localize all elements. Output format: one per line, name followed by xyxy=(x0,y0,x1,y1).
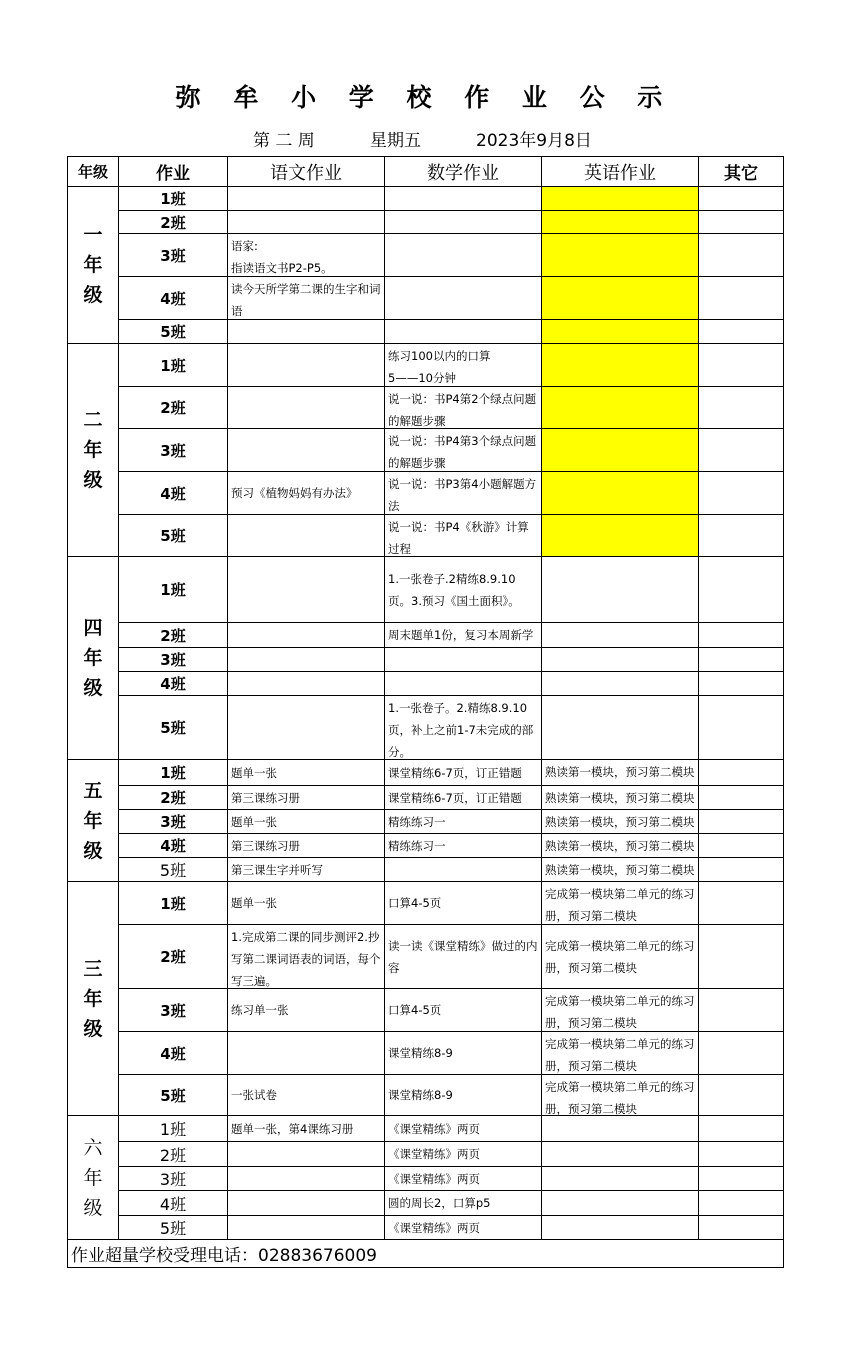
math-homework-cell xyxy=(385,696,542,760)
english-homework-cell xyxy=(542,834,699,858)
class-cell: 3班 xyxy=(119,234,228,277)
math-homework-cell xyxy=(385,1142,542,1167)
math-homework-cell xyxy=(385,989,542,1032)
other-homework-cell xyxy=(699,648,784,672)
english-homework-cell xyxy=(542,623,699,648)
chinese-homework-cell xyxy=(228,786,385,810)
class-cell: 5班 xyxy=(119,320,228,344)
table-row xyxy=(68,1075,784,1116)
chinese-homework-text: 练习单一张 xyxy=(231,1003,289,1017)
table-row xyxy=(68,211,784,234)
class-cell: 1班 xyxy=(119,760,228,786)
chinese-homework-text: 题单一张 xyxy=(231,814,277,829)
math-homework-cell xyxy=(385,834,542,858)
english-homework-text: 完成第一模块第二单元的练习册，预习第二模块 xyxy=(545,1079,695,1115)
table-row xyxy=(68,925,784,989)
other-homework-cell xyxy=(699,1167,784,1191)
chinese-homework-cell xyxy=(228,515,385,557)
math-homework-text: 《课堂精练》两页 xyxy=(388,1121,480,1136)
table-row xyxy=(68,648,784,672)
math-homework-text: 口算4-5页 xyxy=(388,1003,442,1017)
other-homework-cell xyxy=(699,786,784,810)
english-homework-cell xyxy=(542,989,699,1032)
class-cell: 2班 xyxy=(119,1142,228,1167)
table-row xyxy=(68,472,784,515)
chinese-homework-cell xyxy=(228,429,385,472)
other-homework-cell xyxy=(699,834,784,858)
math-homework-text: 说一说：书P4第3个绿点问题的解题步骤 xyxy=(388,433,537,470)
week-label: 第 二 周 xyxy=(253,131,315,151)
chinese-homework-cell xyxy=(228,834,385,858)
class-cell: 2班 xyxy=(119,387,228,429)
english-homework-cell xyxy=(542,1116,699,1142)
chinese-homework-cell xyxy=(228,672,385,696)
chinese-homework-text: 预习《植物妈妈有办法》 xyxy=(231,486,358,500)
table-row xyxy=(68,320,784,344)
other-homework-cell xyxy=(699,925,784,989)
chinese-homework-cell xyxy=(228,234,385,277)
grade-cell: 六 年 级 xyxy=(68,1116,119,1240)
other-homework-cell xyxy=(699,1075,784,1116)
english-homework-cell xyxy=(542,387,699,429)
header-english: 英语作业 xyxy=(542,157,699,187)
header-other: 其它 xyxy=(699,157,784,187)
math-homework-text: 说一说：书P4第2个绿点问题的解题步骤 xyxy=(388,391,537,428)
english-homework-text: 熟读第一模块，预习第二模块 xyxy=(545,862,695,877)
english-homework-text: 完成第一模块第二单元的练习册，预习第二模块 xyxy=(545,938,695,975)
english-homework-cell xyxy=(542,515,699,557)
class-cell: 2班 xyxy=(119,623,228,648)
date-label: 2023年9月8日 xyxy=(476,131,592,151)
chinese-homework-cell xyxy=(228,277,385,320)
class-cell: 4班 xyxy=(119,834,228,858)
math-homework-text: 《课堂精练》两页 xyxy=(388,1220,480,1235)
math-homework-text: 课堂精练8-9 xyxy=(388,1088,453,1102)
chinese-homework-text: 语家: 指读语文书P2-P5。 xyxy=(231,238,333,275)
english-homework-text: 熟读第一模块，预习第二模块 xyxy=(545,838,695,853)
table-row xyxy=(68,882,784,925)
chinese-homework-cell xyxy=(228,623,385,648)
english-homework-text: 完成第一模块第二单元的练习册，预习第二模块 xyxy=(545,886,695,923)
class-cell: 1班 xyxy=(119,344,228,387)
english-homework-text: 熟读第一模块，预习第二模块 xyxy=(545,814,695,829)
math-homework-cell xyxy=(385,187,542,211)
class-cell: 5班 xyxy=(119,696,228,760)
english-homework-cell xyxy=(542,1075,699,1116)
table-row xyxy=(68,387,784,429)
chinese-homework-text: 第三课练习册 xyxy=(231,838,300,853)
math-homework-text: 精练练习一 xyxy=(388,838,446,853)
english-homework-cell xyxy=(542,858,699,882)
other-homework-cell xyxy=(699,760,784,786)
math-homework-text: 圆的周长2，口算p5 xyxy=(388,1196,491,1210)
class-cell: 3班 xyxy=(119,810,228,834)
table-row xyxy=(68,989,784,1032)
math-homework-cell xyxy=(385,234,542,277)
chinese-homework-text: 第三课练习册 xyxy=(231,790,300,805)
page-title: 弥 牟 小 学 校 作 业 公 示 xyxy=(175,83,675,112)
chinese-homework-cell xyxy=(228,648,385,672)
math-homework-cell xyxy=(385,387,542,429)
english-homework-cell xyxy=(542,1167,699,1191)
other-homework-cell xyxy=(699,277,784,320)
math-homework-text: 读一读《课堂精练》做过的内容 xyxy=(388,938,538,975)
math-homework-cell xyxy=(385,277,542,320)
other-homework-cell xyxy=(699,1191,784,1216)
grade-cell: 三 年 级 xyxy=(68,882,119,1116)
other-homework-cell xyxy=(699,187,784,211)
table-row xyxy=(68,1142,784,1167)
class-cell: 3班 xyxy=(119,1167,228,1191)
other-homework-cell xyxy=(699,211,784,234)
chinese-homework-cell xyxy=(228,1116,385,1142)
class-cell: 2班 xyxy=(119,786,228,810)
english-homework-text: 完成第一模块第二单元的练习册，预习第二模块 xyxy=(545,1036,695,1073)
table-row xyxy=(68,344,784,387)
chinese-homework-text: 一张试卷 xyxy=(231,1088,277,1102)
header-row xyxy=(68,157,784,187)
table-row xyxy=(68,858,784,882)
grade-cell: 四 年 级 xyxy=(68,557,119,760)
table-body xyxy=(68,187,784,1240)
complaint-hotline: 作业超量学校受理电话：02883676009 xyxy=(68,1240,784,1268)
chinese-homework-cell xyxy=(228,387,385,429)
english-homework-cell xyxy=(542,1216,699,1240)
table-row xyxy=(68,187,784,211)
chinese-homework-cell xyxy=(228,472,385,515)
other-homework-cell xyxy=(699,672,784,696)
table-row xyxy=(68,810,784,834)
other-homework-cell xyxy=(699,1216,784,1240)
grade-cell: 五 年 级 xyxy=(68,760,119,882)
table-row xyxy=(68,515,784,557)
table-row xyxy=(68,760,784,786)
class-cell: 1班 xyxy=(119,187,228,211)
other-homework-cell xyxy=(699,557,784,623)
chinese-homework-text: 第三课生字并听写 xyxy=(231,862,323,877)
chinese-homework-cell xyxy=(228,1032,385,1075)
english-homework-cell xyxy=(542,672,699,696)
chinese-homework-cell xyxy=(228,810,385,834)
other-homework-cell xyxy=(699,344,784,387)
math-homework-cell xyxy=(385,344,542,387)
math-homework-cell xyxy=(385,515,542,557)
english-homework-cell xyxy=(542,472,699,515)
english-homework-cell xyxy=(542,187,699,211)
chinese-homework-cell xyxy=(228,989,385,1032)
other-homework-cell xyxy=(699,858,784,882)
other-homework-cell xyxy=(699,234,784,277)
math-homework-cell xyxy=(385,472,542,515)
table-row xyxy=(68,277,784,320)
other-homework-cell xyxy=(699,1116,784,1142)
math-homework-cell xyxy=(385,1116,542,1142)
other-homework-cell xyxy=(699,429,784,472)
class-cell: 5班 xyxy=(119,858,228,882)
table-row xyxy=(68,234,784,277)
class-cell: 2班 xyxy=(119,925,228,989)
chinese-homework-cell xyxy=(228,1216,385,1240)
english-homework-cell xyxy=(542,696,699,760)
english-homework-cell xyxy=(542,557,699,623)
other-homework-cell xyxy=(699,1142,784,1167)
chinese-homework-cell xyxy=(228,858,385,882)
math-homework-cell xyxy=(385,1075,542,1116)
table-row xyxy=(68,429,784,472)
footer-row xyxy=(68,1240,784,1268)
table-row xyxy=(68,786,784,810)
chinese-homework-text: 读今天所学第二课的生字和词语 xyxy=(231,281,381,318)
other-homework-cell xyxy=(699,1032,784,1075)
class-cell: 3班 xyxy=(119,648,228,672)
chinese-homework-text: 题单一张 xyxy=(231,896,277,910)
table-row xyxy=(68,1116,784,1142)
chinese-homework-text: 1.完成第二课的同步测评2.抄写第二课词语表的词语，每个写三遍。 xyxy=(231,929,381,988)
chinese-homework-cell xyxy=(228,211,385,234)
class-cell: 1班 xyxy=(119,557,228,623)
english-homework-text: 熟读第一模块，预习第二模块 xyxy=(545,764,695,779)
math-homework-cell xyxy=(385,557,542,623)
math-homework-text: 周末题单1份，复习本周新学 xyxy=(388,627,534,642)
table-row xyxy=(68,672,784,696)
english-homework-cell xyxy=(542,1142,699,1167)
class-cell: 5班 xyxy=(119,515,228,557)
math-homework-text: 1.一张卷子。2.精练8.9.10页，补上之前1-7未完成的部分。 xyxy=(388,700,534,759)
english-homework-cell xyxy=(542,234,699,277)
math-homework-text: 1.一张卷子.2精练8.9.10页。3.预习《国土面积》。 xyxy=(388,571,520,608)
math-homework-text: 课堂精练6-7页，订正错题 xyxy=(388,765,522,780)
chinese-homework-cell xyxy=(228,187,385,211)
class-cell: 4班 xyxy=(119,472,228,515)
header-chinese: 语文作业 xyxy=(228,157,385,187)
chinese-homework-cell xyxy=(228,1191,385,1216)
math-homework-cell xyxy=(385,429,542,472)
chinese-homework-text: 题单一张 xyxy=(231,765,277,780)
english-homework-cell xyxy=(542,648,699,672)
table-row xyxy=(68,1191,784,1216)
other-homework-cell xyxy=(699,882,784,925)
class-cell: 1班 xyxy=(119,1116,228,1142)
class-cell: 1班 xyxy=(119,882,228,925)
class-cell: 4班 xyxy=(119,277,228,320)
other-homework-cell xyxy=(699,472,784,515)
math-homework-text: 《课堂精练》两页 xyxy=(388,1147,480,1161)
chinese-homework-text: 题单一张，第4课练习册 xyxy=(231,1121,354,1136)
chinese-homework-cell xyxy=(228,320,385,344)
math-homework-text: 口算4-5页 xyxy=(388,896,442,910)
class-cell: 5班 xyxy=(119,1216,228,1240)
english-homework-cell xyxy=(542,320,699,344)
math-homework-cell xyxy=(385,858,542,882)
english-homework-cell xyxy=(542,344,699,387)
grade-cell: 一 年 级 xyxy=(68,187,119,344)
grade-cell: 二 年 级 xyxy=(68,344,119,557)
chinese-homework-cell xyxy=(228,696,385,760)
math-homework-text: 课堂精练8-9 xyxy=(388,1046,453,1060)
math-homework-cell xyxy=(385,623,542,648)
class-cell: 2班 xyxy=(119,211,228,234)
english-homework-cell xyxy=(542,429,699,472)
class-cell: 3班 xyxy=(119,429,228,472)
header-grade: 年级 xyxy=(68,157,119,187)
english-homework-text: 熟读第一模块，预习第二模块 xyxy=(545,790,695,805)
english-homework-cell xyxy=(542,810,699,834)
math-homework-text: 《课堂精练》两页 xyxy=(388,1171,480,1186)
table-row xyxy=(68,834,784,858)
chinese-homework-cell xyxy=(228,760,385,786)
header-math: 数学作业 xyxy=(385,157,542,187)
other-homework-cell xyxy=(699,696,784,760)
other-homework-cell xyxy=(699,623,784,648)
other-homework-cell xyxy=(699,320,784,344)
class-cell: 3班 xyxy=(119,989,228,1032)
class-cell: 4班 xyxy=(119,1191,228,1216)
table-row xyxy=(68,557,784,623)
english-homework-cell xyxy=(542,1191,699,1216)
math-homework-cell xyxy=(385,672,542,696)
class-cell: 5班 xyxy=(119,1075,228,1116)
math-homework-cell xyxy=(385,648,542,672)
math-homework-cell xyxy=(385,882,542,925)
class-cell: 4班 xyxy=(119,1032,228,1075)
other-homework-cell xyxy=(699,387,784,429)
class-cell: 4班 xyxy=(119,672,228,696)
other-homework-cell xyxy=(699,989,784,1032)
math-homework-cell xyxy=(385,1216,542,1240)
homework-table xyxy=(67,156,784,1268)
math-homework-text: 说一说：书P3第4小题解题方法 xyxy=(388,476,537,513)
math-homework-text: 练习100以内的口算 5——10分钟 xyxy=(388,348,491,385)
math-homework-cell xyxy=(385,1032,542,1075)
english-homework-cell xyxy=(542,277,699,320)
english-homework-cell xyxy=(542,925,699,989)
header-homework: 作业 xyxy=(119,157,228,187)
math-homework-cell xyxy=(385,320,542,344)
english-homework-cell xyxy=(542,1032,699,1075)
math-homework-cell xyxy=(385,760,542,786)
math-homework-text: 说一说：书P4《秋游》计算过程 xyxy=(388,519,529,556)
english-homework-cell xyxy=(542,211,699,234)
english-homework-text: 完成第一模块第二单元的练习册，预习第二模块 xyxy=(545,993,695,1030)
chinese-homework-cell xyxy=(228,1142,385,1167)
chinese-homework-cell xyxy=(228,344,385,387)
math-homework-cell xyxy=(385,211,542,234)
math-homework-cell xyxy=(385,925,542,989)
math-homework-cell xyxy=(385,1167,542,1191)
chinese-homework-cell xyxy=(228,925,385,989)
english-homework-cell xyxy=(542,882,699,925)
math-homework-text: 精练练习一 xyxy=(388,814,446,829)
table-row xyxy=(68,696,784,760)
math-homework-text: 课堂精练6-7页，订正错题 xyxy=(388,790,522,805)
chinese-homework-cell xyxy=(228,882,385,925)
other-homework-cell xyxy=(699,810,784,834)
table-row xyxy=(68,1167,784,1191)
math-homework-cell xyxy=(385,786,542,810)
english-homework-cell xyxy=(542,786,699,810)
chinese-homework-cell xyxy=(228,1167,385,1191)
table-row xyxy=(68,623,784,648)
table-row xyxy=(68,1032,784,1075)
weekday-label: 星期五 xyxy=(370,131,421,151)
english-homework-cell xyxy=(542,760,699,786)
math-homework-cell xyxy=(385,810,542,834)
chinese-homework-cell xyxy=(228,1075,385,1116)
chinese-homework-cell xyxy=(228,557,385,623)
other-homework-cell xyxy=(699,515,784,557)
math-homework-cell xyxy=(385,1191,542,1216)
table-row xyxy=(68,1216,784,1240)
